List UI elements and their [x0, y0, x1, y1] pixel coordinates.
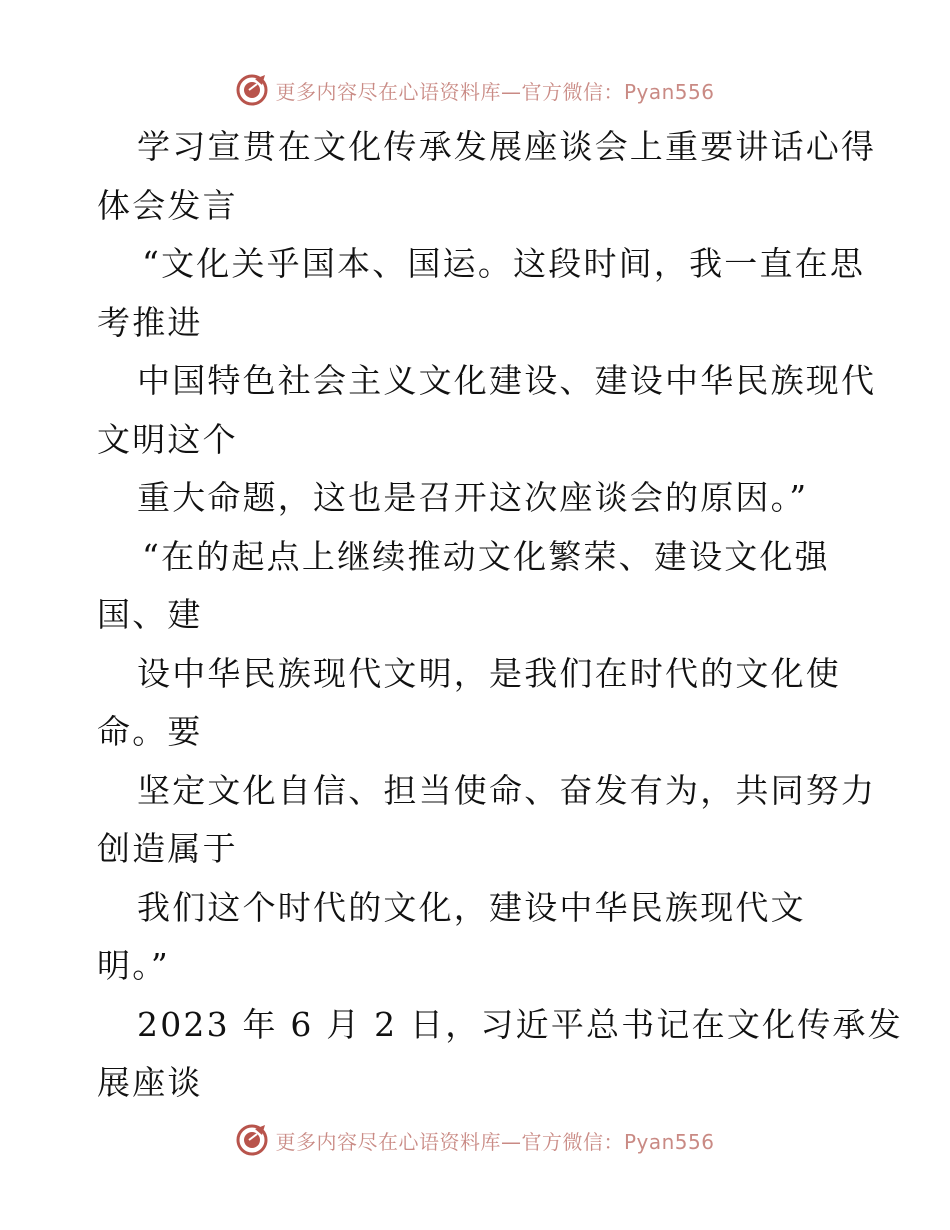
text-line: 命。要 — [97, 712, 203, 751]
text-line: 2023 年 6 月 2 日，习近平总书记在文化传承发 — [137, 1004, 903, 1044]
header-banner — [0, 70, 950, 110]
banner-text: 更多内容尽在心语资料库—官方微信：Pyan556 — [275, 79, 715, 104]
banner-text: 更多内容尽在心语资料库—官方微信：Pyan556 — [275, 1129, 715, 1154]
text-line: 文明这个 — [97, 419, 238, 459]
text-line: “在的起点上继续推动文化繁荣、建设文化强 — [142, 536, 830, 576]
text-line: 坚定文化自信、担当使命、奋发有为，共同努力 — [137, 770, 877, 810]
text-line: 我们这个时代的文化，建设中华民族现代文 — [137, 887, 806, 927]
text-line: “文化关乎国本、国运。这段时间，我一直在思 — [142, 244, 866, 283]
document-body — [97, 118, 903, 1113]
text-line: 明。” — [97, 946, 170, 985]
text-line: 设中华民族现代文明，是我们在时代的文化使 — [137, 653, 841, 693]
text-line: 学习宣贯在文化传承发展座谈会上重要讲话心得 — [137, 127, 877, 166]
text-line: 展座谈 — [97, 1063, 203, 1102]
text-line: 中国特色社会主义文化建设、建设中华民族现代 — [137, 361, 877, 400]
text-line: 创造属于 — [97, 829, 238, 868]
text-line: 体会发言 — [97, 185, 238, 225]
pen-seal-icon — [235, 1123, 269, 1157]
text-line: 考推进 — [97, 302, 203, 342]
text-line: 重大命题，这也是召开这次座谈会的原因。” — [137, 478, 809, 517]
footer-banner — [0, 1120, 950, 1160]
pen-seal-icon — [235, 73, 269, 107]
text-line: 国、建 — [97, 595, 203, 634]
